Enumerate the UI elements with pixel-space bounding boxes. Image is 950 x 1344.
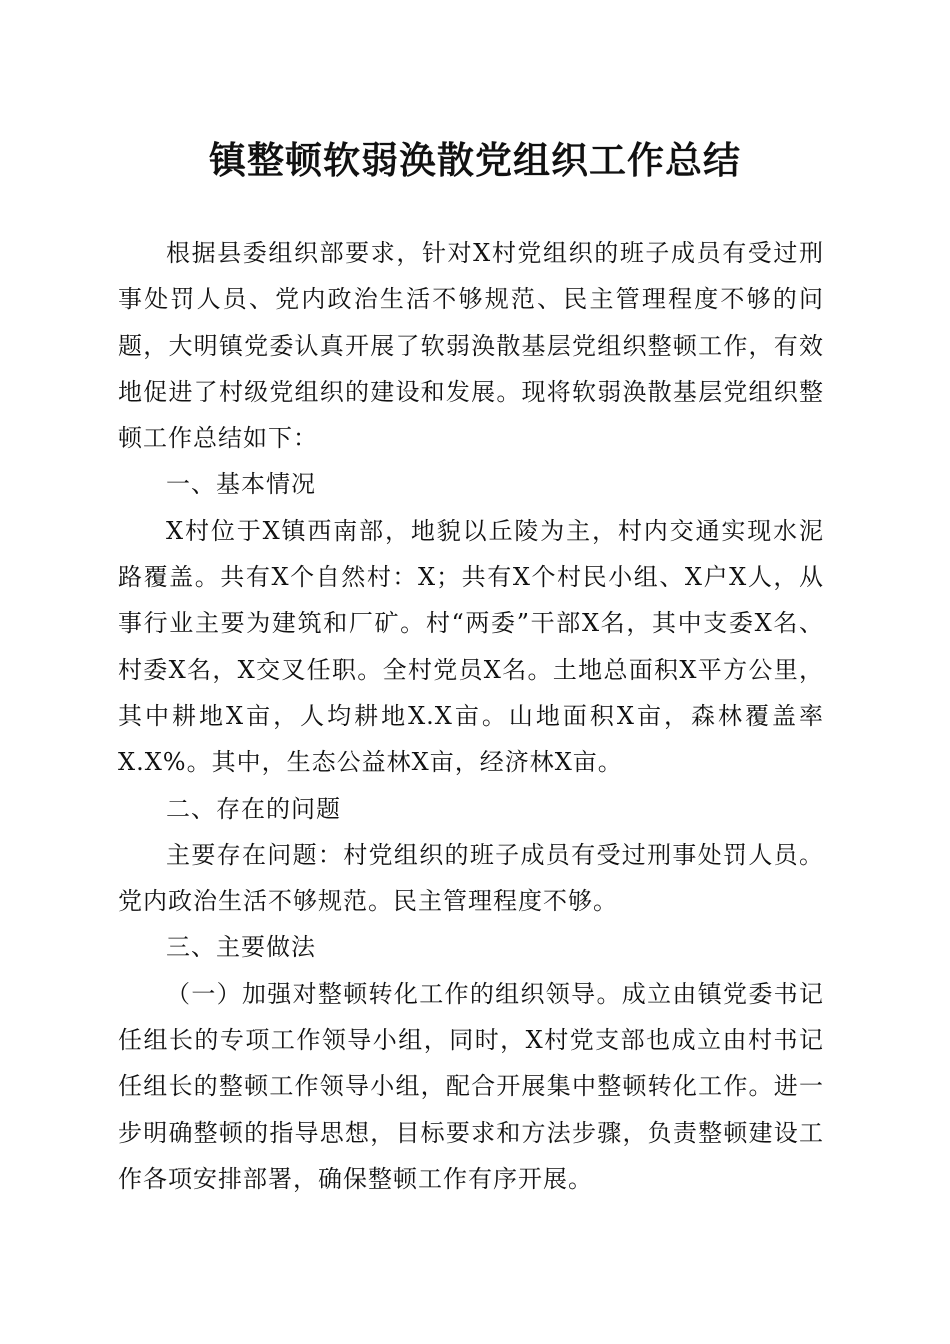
section-heading-basic-situation: 一、基本情况 [166,470,316,499]
basic-situation-paragraph: X村位于X镇西南部，地貌以丘陵为主，村内交通实现水泥路覆盖。共有X个自然村：X；共有X个村民小组、X户X人，从事行业主要为建筑和厂矿。村“两委”干部X名，其中支委X名、村委X名，X交叉任职。全村党员X名。土地总面积X平方公里，其中耕地X亩，人均耕地X.X亩。山地面积X亩，森林覆盖率X.X%。其中，生态公益林X亩，经济林X亩。 [118,516,824,777]
main-practices-paragraph: （一）加强对整顿转化工作的组织领导。成立由镇党委书记任组长的专项工作领导小组，同时，X村党支部也成立由村书记任组长的整顿工作领导小组，配合开展集中整顿转化工作。进一步明确整顿的指导思想，目标要求和方法步骤，负责整顿建设工作各项安排部署，确保整顿工作有序开展。 [118,979,824,1193]
problems-paragraph: 主要存在问题：村党组织的班子成员有受过刑事处罚人员。党内政治生活不够规范。民主管理程度不够。 [118,840,824,916]
section-heading-problems: 二、存在的问题 [166,794,341,823]
intro-paragraph: 根据县委组织部要求，针对X村党组织的班子成员有受过刑事处罚人员、党内政治生活不够规范、民主管理程度不够的问题，大明镇党委认真开展了软弱涣散基层党组织整顿工作，有效地促进了村级党组织的建设和发展。现将软弱涣散基层党组织整顿工作总结如下： [118,239,824,453]
document-title: 镇整顿软弱涣散党组织工作总结 [209,138,741,182]
section-heading-main-practices: 三、主要做法 [166,933,316,962]
document-body [118,230,824,1202]
